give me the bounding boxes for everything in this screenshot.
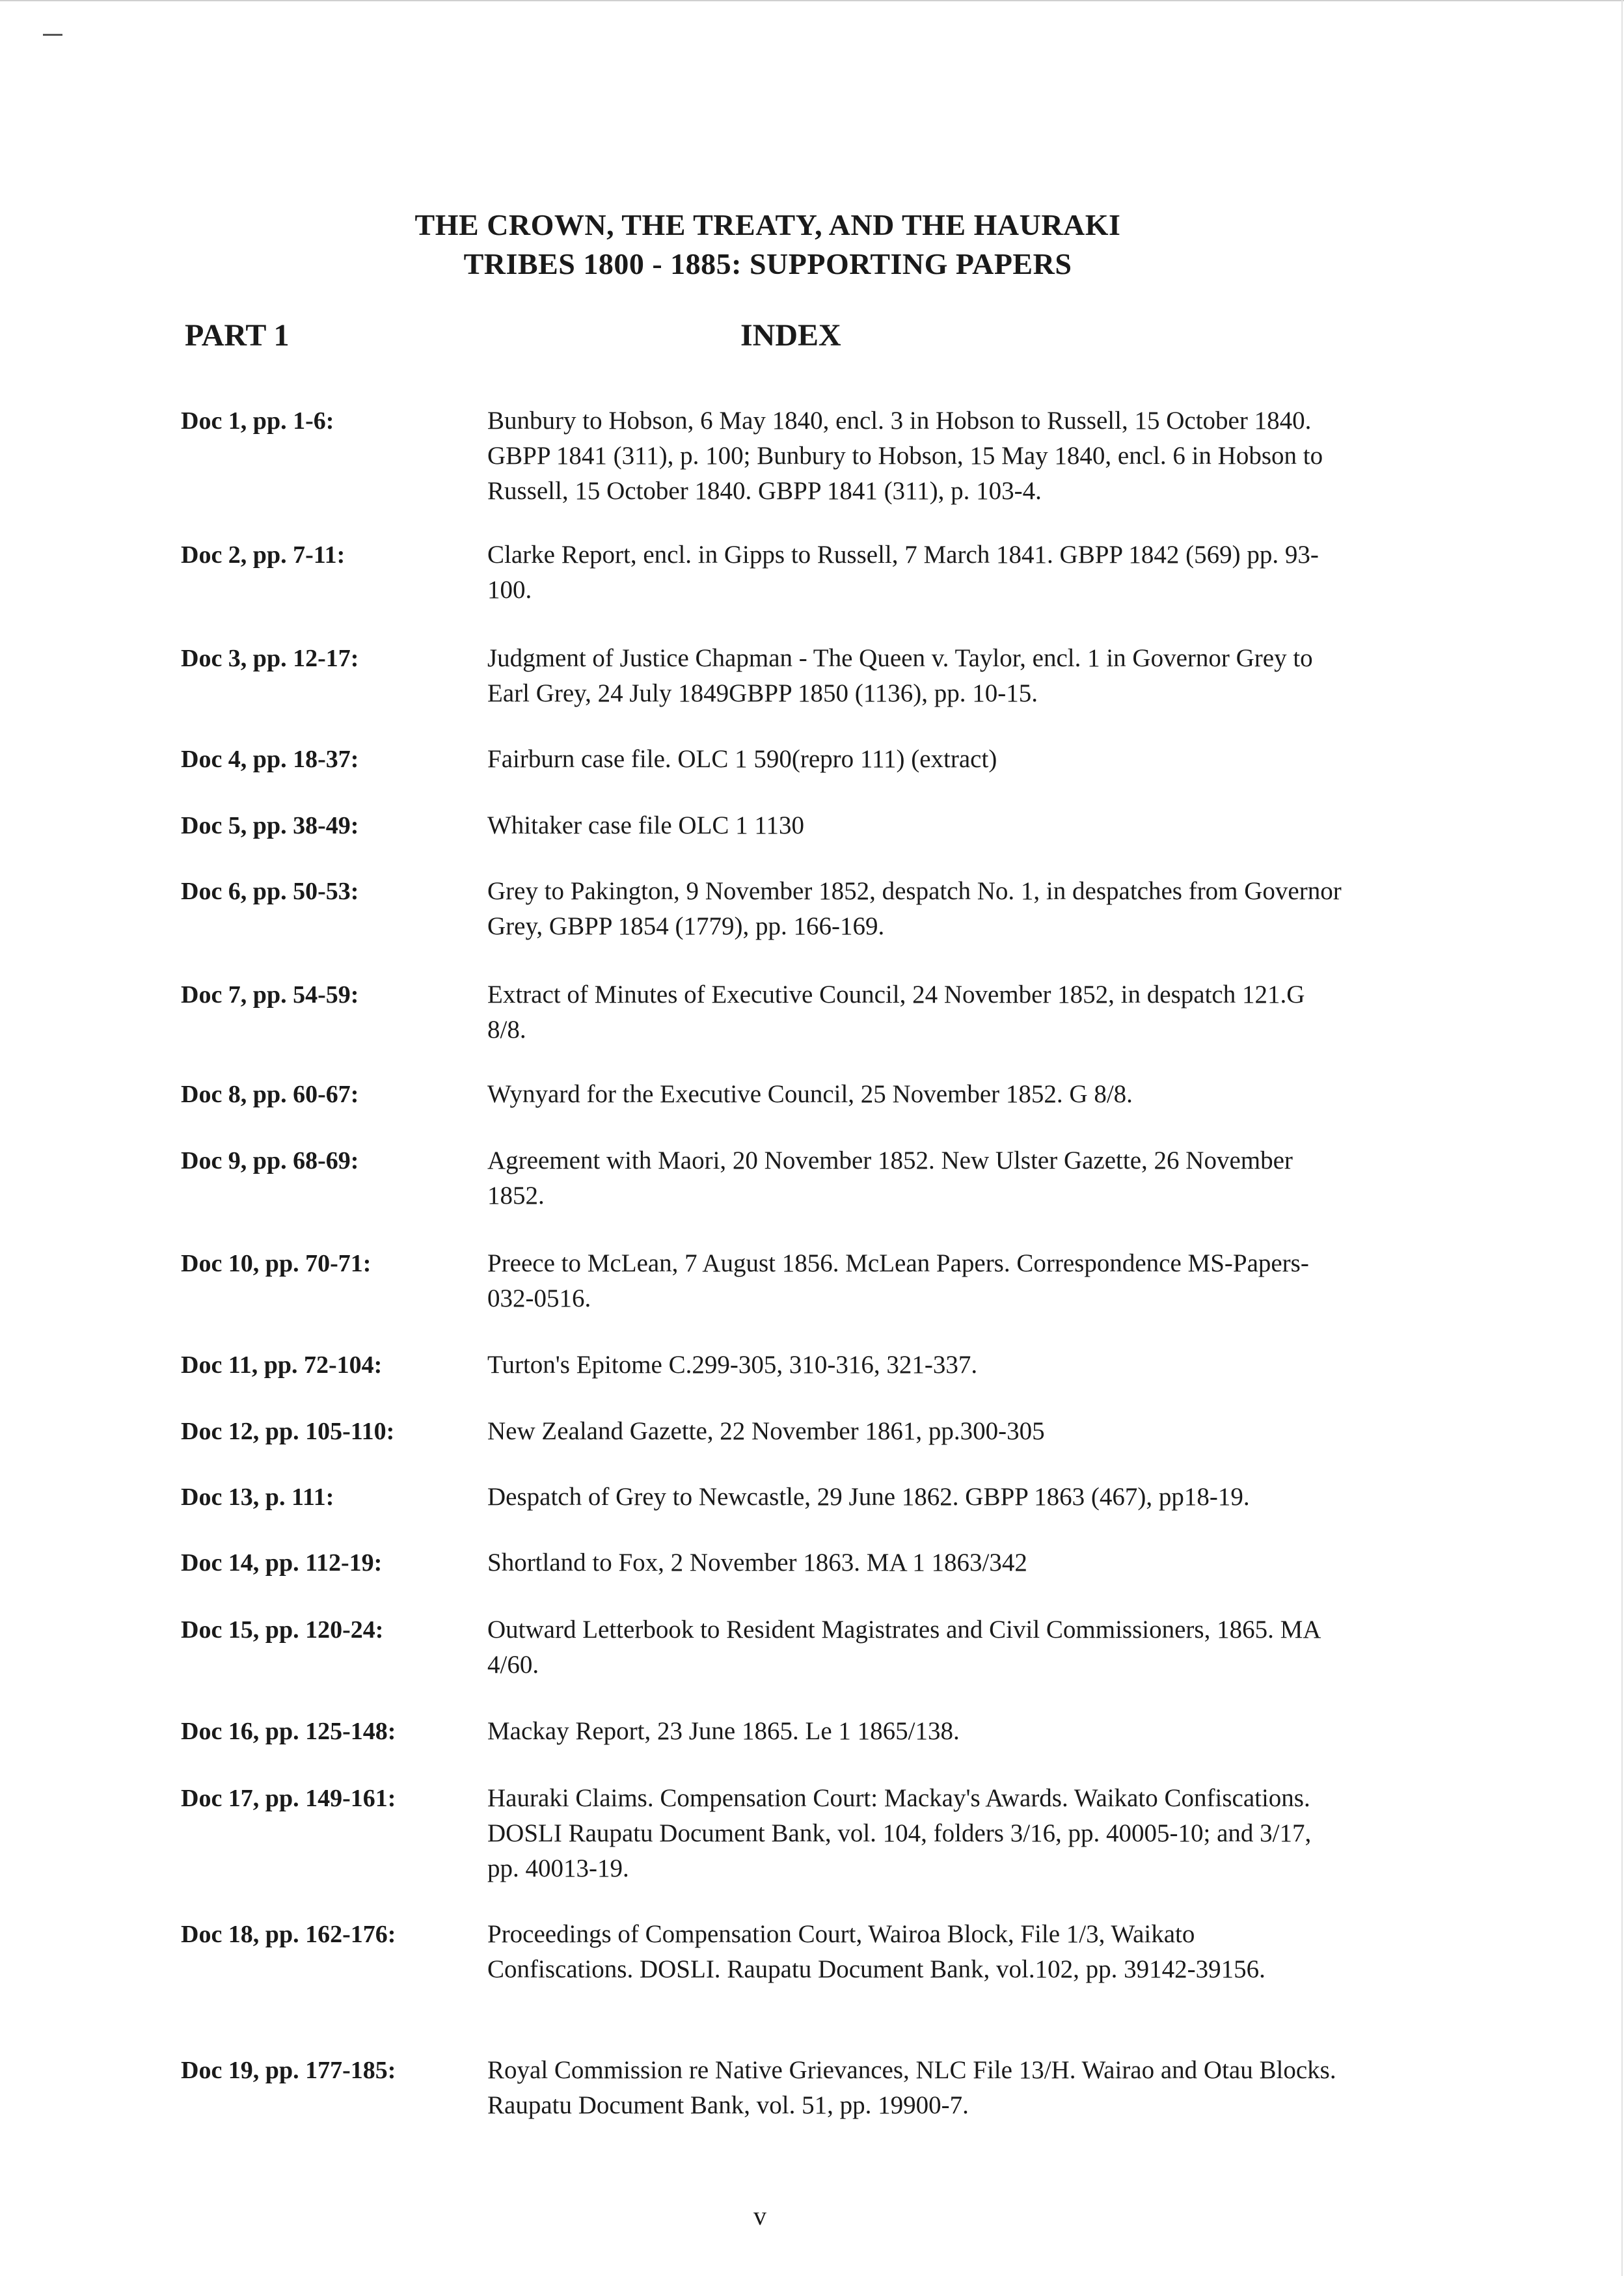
part-label: PART 1 bbox=[185, 318, 290, 353]
entry-ref: Doc 8, pp. 60-67: bbox=[181, 1081, 359, 1108]
index-heading: INDEX bbox=[740, 318, 841, 353]
entry-ref: Doc 4, pp. 18-37: bbox=[181, 746, 359, 773]
entry-desc: Shortland to Fox, 2 November 1863. MA 1 1863/342 bbox=[487, 1549, 1027, 1577]
entry-desc: Outward Letterbook to Resident Magistrates and Civil Commissioners, 1865. MA 4/60. bbox=[487, 1616, 1320, 1679]
title-line-1: THE CROWN, THE TREATY, AND THE HAURAKI bbox=[414, 208, 1121, 241]
entry-desc: Preece to McLean, 7 August 1856. McLean Papers. Correspondence MS-Papers- 032-0516. bbox=[487, 1249, 1309, 1312]
entry-desc: Wynyard for the Executive Council, 25 November 1852. G 8/8. bbox=[487, 1080, 1133, 1108]
entry-ref: Doc 15, pp. 120-24: bbox=[181, 1616, 384, 1644]
entry-ref: Doc 18, pp. 162-176: bbox=[181, 1921, 396, 1948]
entry-desc: Clarke Report, encl. in Gipps to Russell, 7 March 1841. GBPP 1842 (569) pp. 93-100. bbox=[487, 541, 1319, 604]
entry-desc: Agreement with Maori, 20 November 1852. New Ulster Gazette, 26 November 1852. bbox=[487, 1146, 1293, 1210]
entry-ref: Doc 5, pp. 38-49: bbox=[181, 812, 359, 839]
entry-desc: New Zealand Gazette, 22 November 1861, pp.300-305 bbox=[487, 1417, 1045, 1445]
entry-ref: Doc 14, pp. 112-19: bbox=[181, 1549, 383, 1577]
entry-ref: Doc 12, pp. 105-110: bbox=[181, 1418, 395, 1445]
entry-desc: Despatch of Grey to Newcastle, 29 June 1862. GBPP 1863 (467), pp18-19. bbox=[487, 1483, 1250, 1511]
entry-ref: Doc 11, pp. 72-104: bbox=[181, 1351, 383, 1379]
entry-desc: Fairburn case file. OLC 1 590(repro 111) (extract) bbox=[487, 745, 997, 773]
entry-ref: Doc 9, pp. 68-69: bbox=[181, 1147, 359, 1174]
entry-ref: Doc 7, pp. 54-59: bbox=[181, 981, 359, 1009]
entry-ref: Doc 1, pp. 1-6: bbox=[181, 407, 334, 435]
entry-ref: Doc 16, pp. 125-148: bbox=[181, 1718, 396, 1745]
entry-ref: Doc 3, pp. 12-17: bbox=[181, 645, 359, 672]
entry-ref: Doc 13, p. 111: bbox=[181, 1483, 334, 1511]
entry-desc: Grey to Pakington, 9 November 1852, despatch No. 1, in despatches from Governor Grey, GBPP 1854 (1779), pp. 166-169. bbox=[487, 877, 1342, 940]
entry-desc: Bunbury to Hobson, 6 May 1840, encl. 3 in Hobson to Russell, 15 October 1840. GBPP 1841 (311), p. 100; Bunbury to Hobson, 15 May 1840, encl. 6 in Hobson to Russell, 15 October 1840. GBPP 1841 (311), p. 103-4. bbox=[487, 407, 1323, 505]
entry-ref: Doc 17, pp. 149-161: bbox=[181, 1785, 396, 1812]
entry-desc: Judgment of Justice Chapman - The Queen v. Taylor, encl. 1 in Governor Grey to Earl Grey, 24 July 1849GBPP 1850 (1136), pp. 10-15. bbox=[487, 644, 1313, 707]
entry-ref: Doc 10, pp. 70-71: bbox=[181, 1250, 372, 1277]
entry-ref: Doc 2, pp. 7-11: bbox=[181, 541, 345, 569]
title-line-2: TRIBES 1800 - 1885: SUPPORTING PAPERS bbox=[463, 247, 1072, 280]
entry-ref: Doc 19, pp. 177-185: bbox=[181, 2057, 396, 2084]
entry-desc: Hauraki Claims. Compensation Court: Mackay's Awards. Waikato Confiscations. DOSLI Raupatu Document Bank, vol. 104, folders 3/16, pp. 40005-10; and 3/17, pp. 40013-19. bbox=[487, 1784, 1312, 1882]
entry-desc: Whitaker case file OLC 1 1130 bbox=[487, 811, 804, 839]
entry-ref: Doc 6, pp. 50-53: bbox=[181, 878, 359, 905]
entry-desc: Royal Commission re Native Grievances, NLC File 13/H. Wairao and Otau Blocks. Raupatu Document Bank, vol. 51, pp. 19900-7. bbox=[487, 2056, 1336, 2119]
entry-desc: Extract of Minutes of Executive Council, 24 November 1852, in despatch 121.G 8/8. bbox=[487, 981, 1305, 1044]
entry-desc: Turton's Epitome C.299-305, 310-316, 321-337. bbox=[487, 1351, 978, 1379]
entry-desc: Proceedings of Compensation Court, Wairoa Block, File 1/3, Waikato Confiscations. DOSLI. Raupatu Document Bank, vol.102, pp. 39142-39156. bbox=[487, 1920, 1265, 1983]
entry-desc: Mackay Report, 23 June 1865. Le 1 1865/138. bbox=[487, 1717, 960, 1745]
page-number: v bbox=[753, 2201, 766, 2230]
